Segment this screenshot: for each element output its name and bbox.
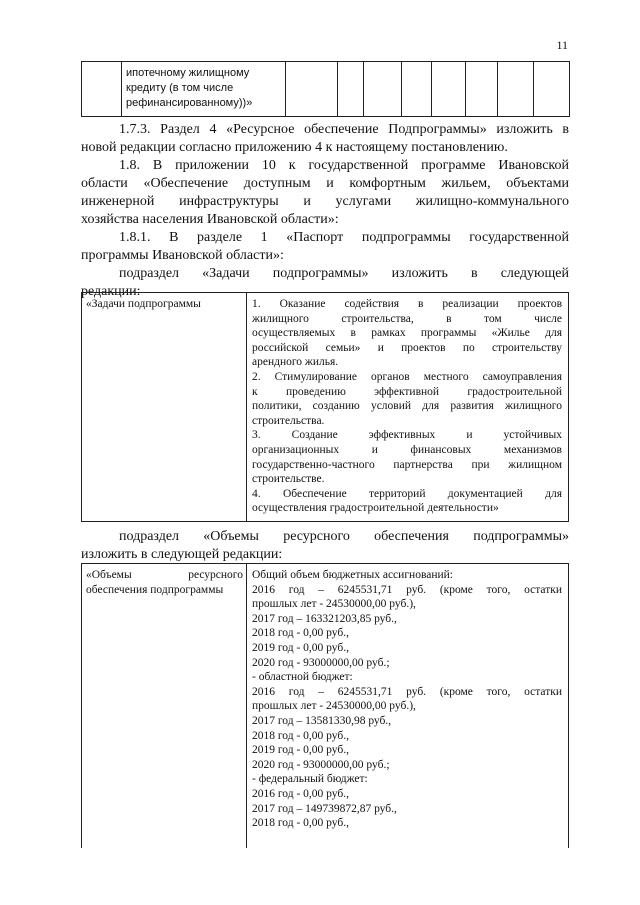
paragraph-1-8 [81,157,569,229]
table-cell-number [82,62,122,117]
cell-line: ипотечному жилищному [126,67,250,79]
text-line: жилищного строительства, в том числе [252,312,562,325]
text-line: редакции: [81,284,141,299]
text-line: Общий объем бюджетных ассигнований: [252,569,453,581]
text-line: изложить в следующей редакции: [81,547,283,562]
tasks-label-cell [82,293,247,521]
text-line: новой редакции согласно приложению 4 к настоящему постановлению. [81,140,508,155]
cell-line: рефинансированному))» [126,97,253,109]
tasks-label: «Задачи подпрограммы [86,298,201,310]
text-line: осуществления градостроительной деятельности» [252,502,499,515]
text-line: прошлых лет - 24530000,00 руб.), [252,700,416,713]
table-cell [466,62,498,117]
text-line: 2019 год - 0,00 руб., [252,641,349,654]
text-line: 2020 год - 93000000,00 руб.; [252,656,390,669]
paragraph-1-7-3 [81,121,569,157]
text-line: осуществляемых в рамках программы «Жилье для [252,327,562,340]
page-number: 11 [556,38,568,52]
text-line: 2018 год - 0,00 руб., [252,627,349,640]
text-line: государственно-частного партнерства при жилищном [252,458,562,471]
table-cell-description [122,62,286,117]
paragraph-volumes [81,528,569,564]
text-line: инженерной инфраструктуры и услугами жилищно-коммунального [81,194,569,209]
text-line: организационных и финансовых механизмов [252,443,562,456]
text-line: российской семьи» и проектов по строительству [252,341,562,354]
text-line: политики, созданию условий для развития жилищного [252,400,562,413]
volumes-table [81,563,569,848]
text-line: области «Обеспечение доступным и комфортным жильем, объектами [81,176,569,191]
text-line: 2018 год - 0,00 руб., [252,729,349,742]
text-line: прошлых лет - 24530000,00 руб.), [252,598,416,611]
text-line: 2017 год – 163321203,85 руб., [252,612,397,625]
text-line: 4. Обеспечение территорий документацией для [252,487,562,500]
paragraph-1-8-1 [81,229,569,265]
text-line: 3. Создание эффективных и устойчивых [252,429,562,442]
text-line: - федеральный бюджет: [252,773,368,786]
text-line: подраздел «Задачи подпрограммы» изложить в следующей [119,266,569,281]
text-line: 2016 год - 0,00 руб., [252,787,349,800]
table-cell [402,62,432,117]
volumes-label-cell [82,564,247,848]
text-line: строительстве. [252,473,325,486]
table-cell [338,62,364,117]
volumes-label-line: «Объемы ресурсного [86,569,243,581]
text-line: подраздел «Объемы ресурсного обеспечения подпрограммы» [119,529,569,544]
volumes-label-line: обеспечения подпрограммы [86,583,224,596]
table-cell [286,62,338,117]
text-line: - областной бюджет: [252,671,353,684]
text-line: к проведению эффективной градостроительной [252,385,562,398]
text-line: 2020 год - 93000000,00 руб.; [252,758,390,771]
text-line: арендного жилья. [252,356,339,369]
text-line: программы Ивановской области»: [81,248,284,263]
cell-line: кредиту (в том числе [126,82,234,94]
text-line: 2017 год – 149739872,87 руб., [252,802,397,815]
text-line: 1. Оказание содействия в реализации проектов [252,298,562,310]
tasks-table [81,292,569,522]
text-line: 2017 год – 13581330,98 руб., [252,714,392,727]
text-line: хозяйства населения Ивановской области»: [81,212,339,227]
volumes-content-cell [247,564,568,848]
tasks-content-cell [247,293,568,521]
continuation-table [81,61,570,117]
text-line: 2018 год - 0,00 руб., [252,817,349,830]
text-line: 1.7.3. Раздел 4 «Ресурсное обеспечение Подпрограммы» изложить в [119,122,569,137]
text-line: 2016 год – 6245531,71 руб. (кроме того, остатки [252,583,562,596]
text-line: 2. Стимулирование органов местного самоуправления [252,370,562,383]
table-cell [364,62,402,117]
table-cell [432,62,466,117]
text-line: 2019 год - 0,00 руб., [252,744,349,757]
text-line: 2016 год – 6245531,71 руб. (кроме того, остатки [252,685,562,698]
table-cell [534,62,570,117]
table-cell [498,62,534,117]
text-line: 1.8.1. В разделе 1 «Паспорт подпрограммы государственной [119,230,569,245]
text-line: строительства. [252,414,325,427]
text-line: 1.8. В приложении 10 к государственной программе Ивановской [119,158,569,173]
